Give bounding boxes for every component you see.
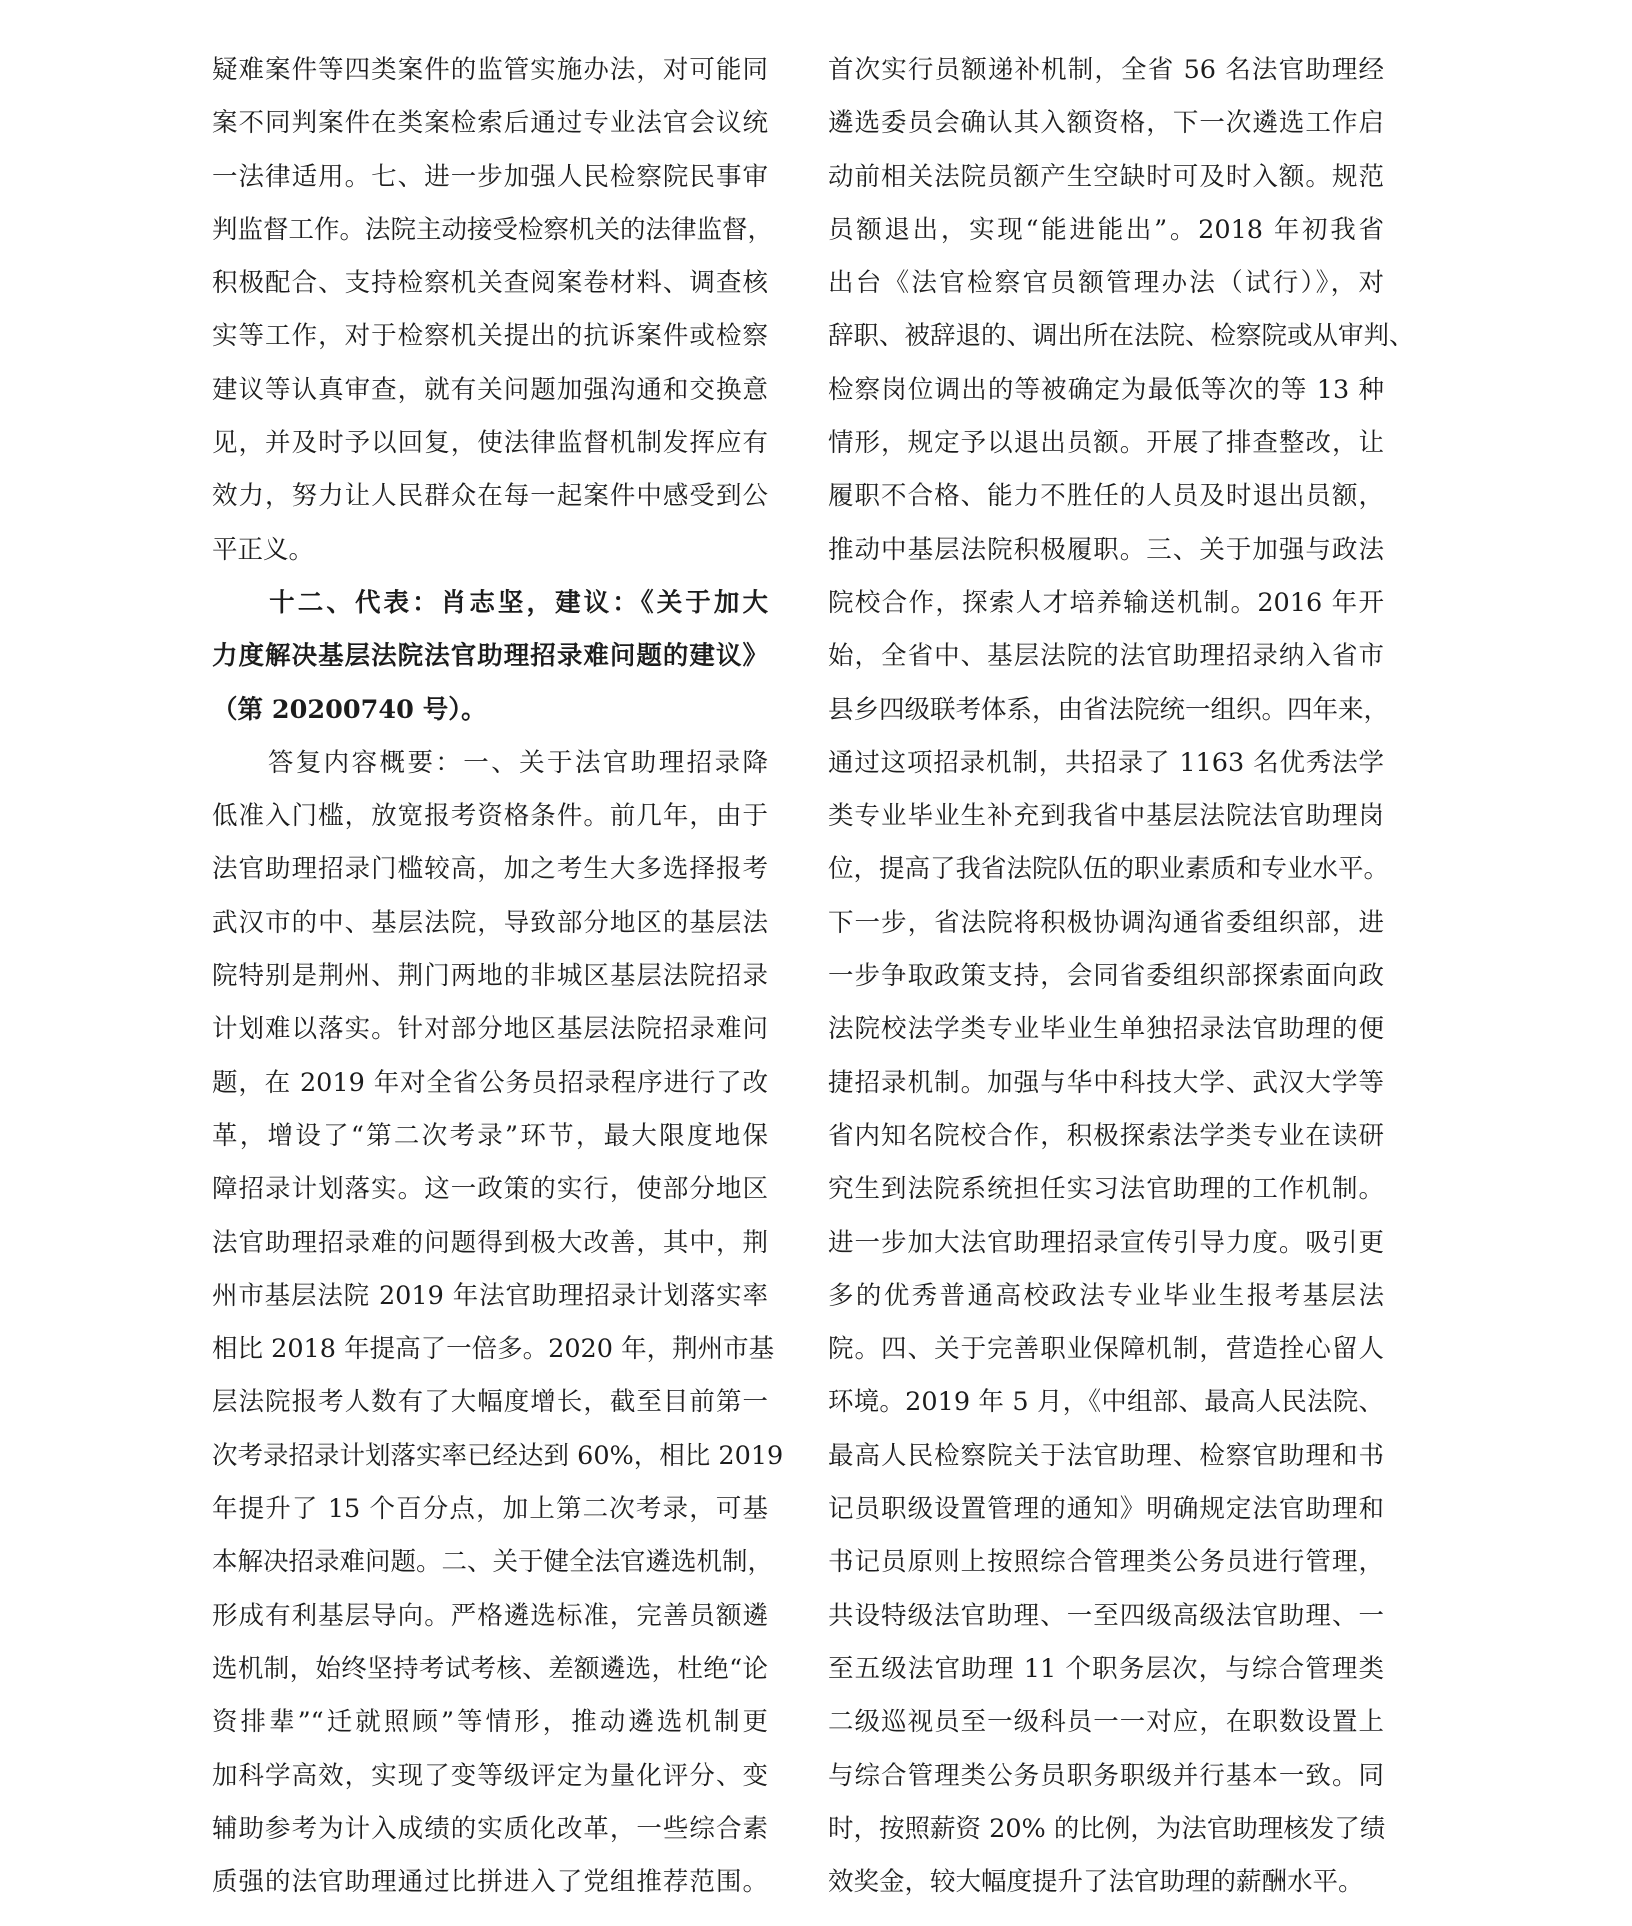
text-line: 辞职、被辞退的、调出所在法院、检察院或从审判、	[828, 321, 1415, 352]
text-line: 疑难案件等四类案件的监管实施办法，对可能同	[212, 55, 768, 85]
text-line: 进一步加大法官助理招录宣传引导力度。吸引更	[828, 1227, 1384, 1258]
text-line: 选机制，始终坚持考试考核、差额遴选，杜绝“论	[212, 1653, 768, 1684]
text-line: 案不同判案件在类案检索后通过专业法官会议统	[212, 108, 768, 139]
text-line: 遴选委员会确认其入额资格，下一次遴选工作启	[828, 108, 1384, 139]
text-line: 形成有利基层导向。严格遴选标准，完善员额遴	[212, 1600, 768, 1631]
text-line: 年提升了 15 个百分点，加上第二次考录，可基	[212, 1494, 768, 1525]
text-line: 资排辈”“迁就照顾”等情形，推动遴选机制更	[212, 1707, 768, 1738]
text-line: 辅助参考为计入成绩的实质化改革，一些综合素	[212, 1813, 768, 1844]
text-line: 州市基层法院 2019 年法官助理招录计划落实率	[212, 1280, 768, 1311]
text-line: 记员职级设置管理的通知》明确规定法官助理和	[828, 1494, 1384, 1525]
text-line: 法院校法学类专业毕业生单独招录法官助理的便	[828, 1014, 1384, 1045]
text-line: 本解决招录难问题。二、关于健全法官遴选机制，	[212, 1547, 774, 1578]
text-line: 一法律适用。七、进一步加强人民检察院民事审	[212, 161, 768, 192]
text-line: 二级巡视员至一级科员一一对应，在职数设置上	[828, 1707, 1384, 1738]
text-line: 环境。2019 年 5 月，《中组部、最高人民法院、	[828, 1387, 1384, 1418]
text-line: 法官助理招录门槛较高，加之考生大多选择报考	[212, 854, 768, 885]
text-line: 题，在 2019 年对全省公务员招录程序进行了改	[212, 1067, 768, 1098]
text-line: 次考录招录计划落实率已经达到 60%，相比 2019	[212, 1440, 784, 1471]
text-line: 建议等认真审查，就有关问题加强沟通和交换意	[212, 374, 768, 405]
heading-line: （第 20200740 号）。	[212, 694, 487, 725]
text-line: 武汉市的中、基层法院，导致部分地区的基层法	[212, 907, 768, 938]
text-line: 省内知名院校合作，积极探索法学类专业在读研	[828, 1120, 1384, 1151]
text-line: 院。四、关于完善职业保障机制，营造拴心留人	[828, 1334, 1384, 1365]
text-line: 见，并及时予以回复，使法律监督机制发挥应有	[212, 428, 768, 459]
text-line: 下一步，省法院将积极协调沟通省委组织部，进	[828, 907, 1384, 938]
text-line: 检察岗位调出的等被确定为最低等次的等 13 种	[828, 374, 1384, 405]
text-line: 相比 2018 年提高了一倍多。2020 年，荆州市基	[212, 1334, 775, 1365]
text-line: 计划难以落实。针对部分地区基层法院招录难问	[212, 1014, 768, 1045]
text-line: 效力，努力让人民群众在每一起案件中感受到公	[212, 481, 768, 512]
text-line: 院特别是荆州、荆门两地的非城区基层法院招录	[212, 961, 768, 992]
text-line: 实等工作，对于检察机关提出的抗诉案件或检察	[212, 321, 768, 352]
text-line: 捷招录机制。加强与华中科技大学、武汉大学等	[828, 1067, 1384, 1098]
heading-line: 十二、代表：肖志坚，建议：《关于加大	[212, 587, 768, 618]
heading-line: 力度解决基层法院法官助理招录难问题的建议》	[212, 641, 768, 672]
left-text-column	[212, 44, 784, 1909]
text-line: 履职不合格、能力不胜任的人员及时退出员额，	[828, 481, 1384, 512]
text-line: 时，按照薪资 20% 的比例，为法官助理核发了绩	[828, 1813, 1386, 1844]
text-line: 究生到法院系统担任实习法官助理的工作机制。	[828, 1174, 1384, 1205]
text-line: 一步争取政策支持，会同省委组织部探索面向政	[828, 961, 1384, 992]
text-line: 共设特级法官助理、一至四级高级法官助理、一	[828, 1600, 1384, 1631]
text-line: 情形，规定予以退出员额。开展了排查整改，让	[828, 428, 1384, 459]
text-line: 法官助理招录难的问题得到极大改善，其中，荆	[212, 1227, 768, 1258]
right-text-column	[828, 44, 1415, 1909]
text-line: 推动中基层法院积极履职。三、关于加强与政法	[828, 534, 1384, 565]
text-line: 县乡四级联考体系，由省法院统一组织。四年来，	[828, 694, 1390, 725]
text-line: 动前相关法院员额产生空缺时可及时入额。规范	[828, 161, 1384, 192]
text-line: 层法院报考人数有了大幅度增长，截至目前第一	[212, 1387, 768, 1418]
text-line: 始，全省中、基层法院的法官助理招录纳入省市	[828, 641, 1384, 672]
text-line: 类专业毕业生补充到我省中基层法院法官助理岗	[828, 801, 1384, 832]
text-line: 与综合管理类公务员职务职级并行基本一致。同	[828, 1760, 1384, 1791]
text-line: 至五级法官助理 11 个职务层次，与综合管理类	[828, 1653, 1384, 1684]
text-line: 最高人民检察院关于法官助理、检察官助理和书	[828, 1440, 1384, 1471]
text-line: 障招录计划落实。这一政策的实行，使部分地区	[212, 1174, 768, 1205]
text-line: 效奖金，较大幅度提升了法官助理的薪酬水平。	[828, 1867, 1364, 1898]
text-line: 书记员原则上按照综合管理类公务员进行管理，	[828, 1547, 1384, 1578]
text-line: 位，提高了我省法院队伍的职业素质和专业水平。	[828, 854, 1390, 885]
text-line: 答复内容概要：一、关于法官助理招录降	[212, 747, 768, 778]
text-line: 多的优秀普通高校政法专业毕业生报考基层法	[828, 1280, 1384, 1311]
text-line: 质强的法官助理通过比拼进入了党组推荐范围。	[212, 1867, 768, 1898]
text-line: 通过这项招录机制，共招录了 1163 名优秀法学	[828, 747, 1384, 778]
text-line: 首次实行员额递补机制，全省 56 名法官助理经	[828, 55, 1384, 85]
text-line: 低准入门槛，放宽报考资格条件。前几年，由于	[212, 801, 768, 832]
text-line: 院校合作，探索人才培养输送机制。2016 年开	[828, 587, 1384, 618]
text-line: 判监督工作。法院主动接受检察机关的法律监督，	[212, 214, 774, 245]
text-line: 出台《法官检察官员额管理办法（试行）》，对	[828, 268, 1384, 299]
text-line: 平正义。	[212, 534, 315, 565]
text-line: 积极配合、支持检察机关查阅案卷材料、调查核	[212, 268, 768, 299]
text-line: 革，增设了“第二次考录”环节，最大限度地保	[212, 1120, 768, 1151]
text-line: 加科学高效，实现了变等级评定为量化评分、变	[212, 1760, 768, 1791]
text-line: 员额退出，实现“能进能出”。2018 年初我省	[828, 214, 1384, 245]
